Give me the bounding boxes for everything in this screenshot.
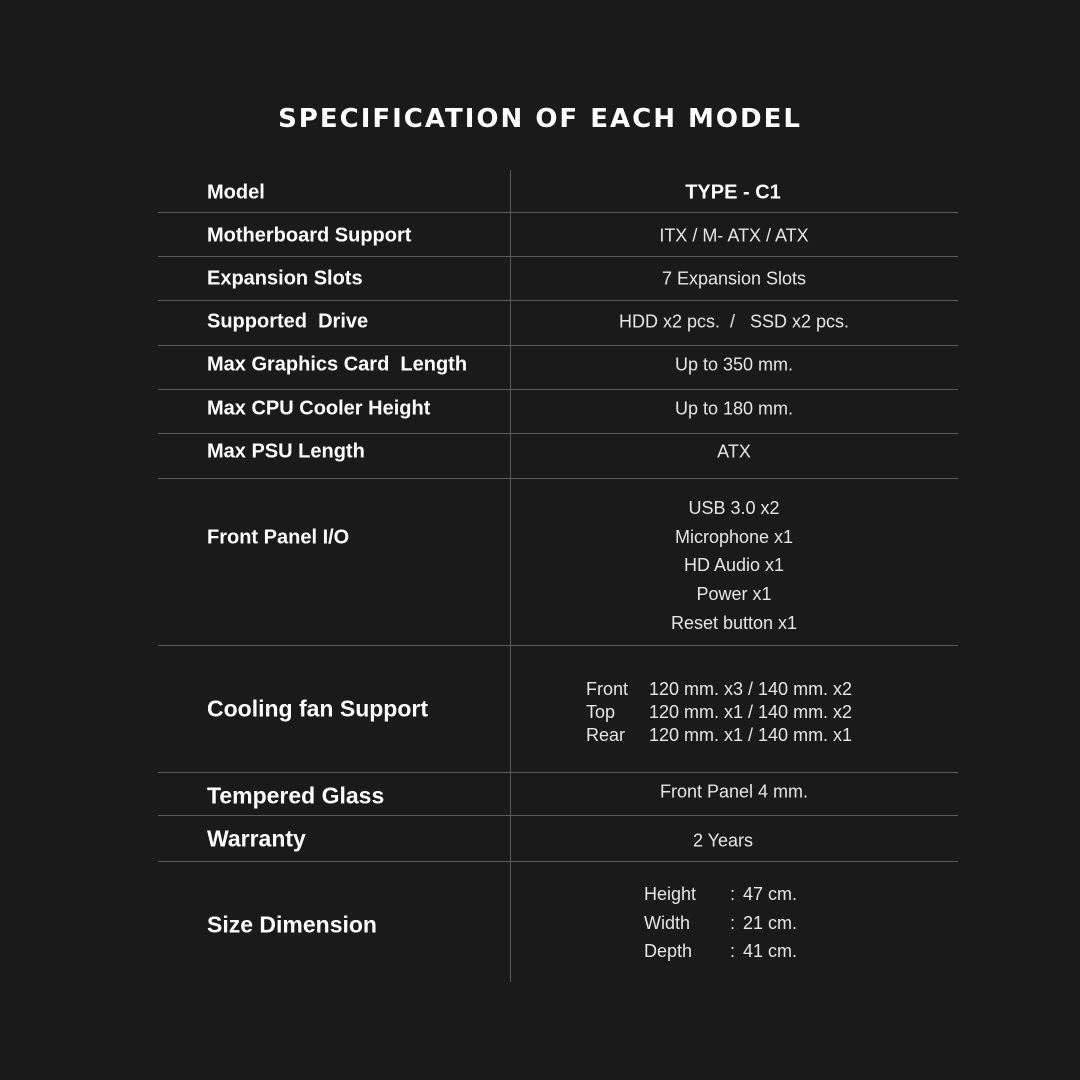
io-item: Power x1: [696, 584, 772, 605]
fan-spec: 120 mm. x3 / 140 mm. x2: [649, 679, 853, 699]
dimension-name: Width: [644, 912, 691, 933]
fan-spec: 120 mm. x1 / 140 mm. x1: [649, 725, 853, 745]
gpu-length-label: Max Graphics Card Length: [207, 353, 468, 376]
size-dimension-label: Size Dimension: [207, 911, 377, 938]
dimension-value: 47 cm.: [743, 884, 798, 904]
fan-row: [586, 701, 852, 724]
dimension-colon: :: [730, 884, 736, 904]
expansion-value: 7 Expansion Slots: [661, 268, 807, 289]
dimension-colon: :: [730, 941, 736, 961]
row-divider: [158, 861, 958, 862]
warranty-label: Warranty: [207, 825, 306, 852]
front-panel-io-label: Front Panel I/O: [207, 526, 350, 549]
cooling-fan-label: Cooling fan Support: [207, 695, 429, 722]
io-item: USB 3.0 x2: [688, 498, 780, 518]
io-item: HD Audio x1: [683, 555, 785, 576]
dimension-value: 21 cm.: [743, 912, 798, 933]
row-divider: [158, 815, 958, 816]
tempered-glass-value: Front Panel 4 mm.: [659, 781, 809, 802]
gpu-length-value: Up to 350 mm.: [674, 354, 794, 375]
row-divider: [158, 433, 958, 434]
dimension-value: 41 cm.: [743, 941, 798, 961]
model-label: Model: [207, 181, 265, 204]
warranty-value: 2 Years: [692, 830, 754, 851]
motherboard-value: ITX / M- ATX / ATX: [659, 225, 809, 246]
drive-value: HDD x2 pcs. / SSD x2 pcs.: [618, 311, 850, 332]
psu-length-label: Max PSU Length: [207, 440, 365, 463]
tempered-glass-label: Tempered Glass: [207, 782, 385, 809]
fan-position: Front: [586, 679, 629, 699]
motherboard-label: Motherboard Support: [207, 224, 412, 247]
io-item: Microphone x1: [674, 526, 794, 547]
row-divider: [158, 772, 958, 773]
row-divider: [158, 300, 958, 301]
dimension-colon: :: [730, 912, 736, 933]
row-divider: [158, 212, 958, 213]
front-panel-io-list: [511, 494, 957, 638]
expansion-label: Expansion Slots: [207, 267, 363, 290]
fan-row: [586, 724, 852, 747]
fan-position: Top: [586, 702, 616, 722]
row-divider: [158, 645, 958, 646]
fan-row: [586, 678, 852, 701]
fan-spec: 120 mm. x1 / 140 mm. x2: [649, 702, 853, 722]
spec-title: SPECIFICATION OF EACH MODEL: [278, 104, 802, 134]
row-divider: [158, 389, 958, 390]
size-dimension-list: [644, 880, 797, 966]
row-divider: [158, 256, 958, 257]
io-item: Reset button x1: [670, 612, 798, 633]
model-value: TYPE - C1: [685, 181, 781, 204]
row-divider: [158, 478, 958, 479]
dimension-row: [644, 937, 797, 966]
drive-label: Supported Drive: [207, 310, 369, 333]
dimension-name: Depth: [644, 941, 693, 961]
fan-position: Rear: [586, 725, 626, 745]
cpu-cooler-label: Max CPU Cooler Height: [207, 397, 431, 420]
dimension-row: [644, 880, 797, 909]
dimension-name: Height: [644, 884, 697, 904]
dimension-row: [644, 909, 797, 938]
row-divider: [158, 345, 958, 346]
cooling-fan-list: [586, 678, 852, 747]
cpu-cooler-value: Up to 180 mm.: [674, 398, 794, 419]
psu-length-value: ATX: [717, 441, 751, 462]
